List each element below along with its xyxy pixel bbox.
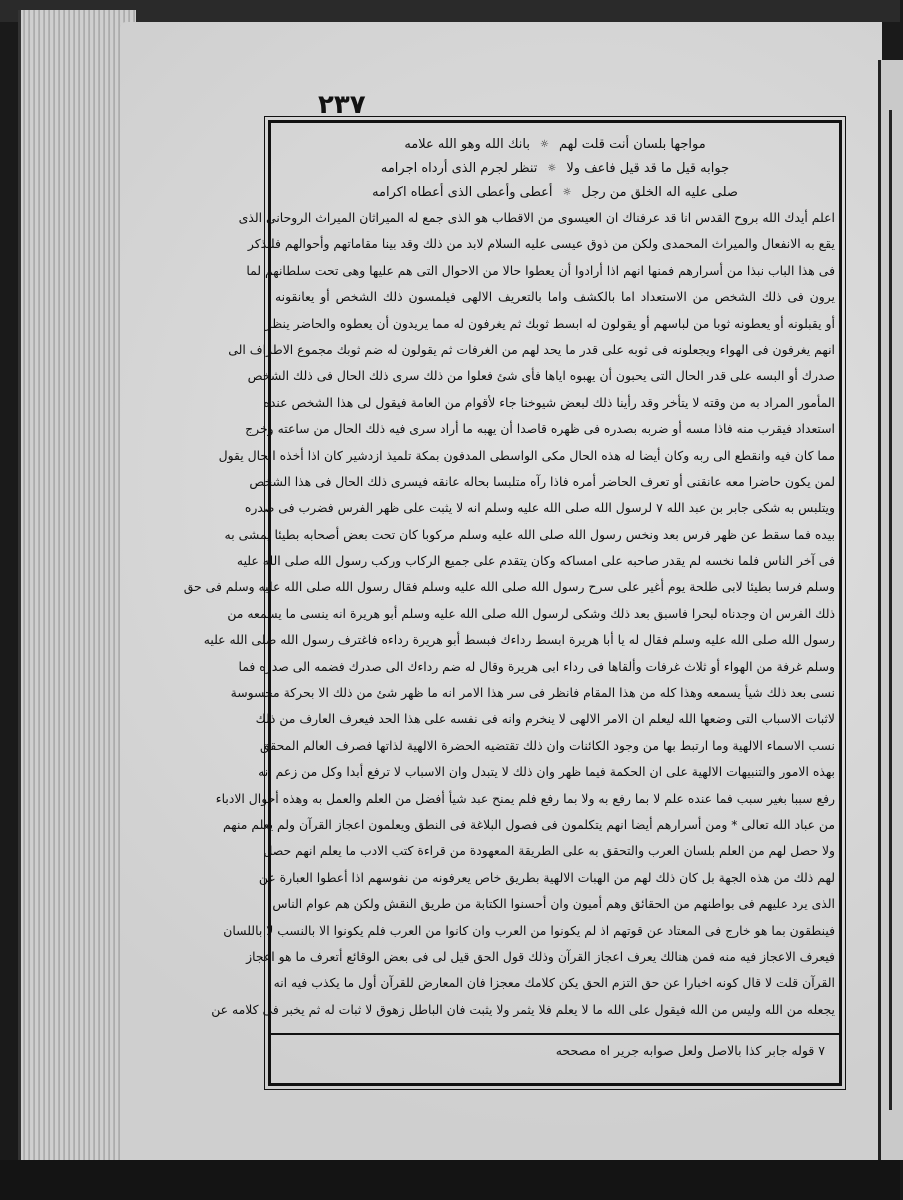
verse-hemistich-right: صلى عليه اله الخلق من رجل	[581, 185, 738, 200]
text-line: انهم يغرفون فى الهواء ويجعلونه فى ثوبه على قدر ما يحد لهم من الغرفات ثم يقولون له ضم ثوبك مجموع الاطراف الى	[228, 341, 835, 357]
page-number: ٢٣٧	[318, 90, 366, 120]
text-line: بيده فما سقط عن ظهر فرس بعد ونخس رسول الله صلى الله عليه وسلم مركوبا كان تحت بعض أصحابه بطيئا يمشى به	[224, 526, 835, 542]
text-line: فينطقون بما هو خارج فى المعتاد عن قوتهم اذ لم يكونوا من العرب وان كانوا من العرب فلم يكونوا الا بالنسب لا باللسان	[223, 922, 835, 938]
text-line: صدرك أو البسه على قدر الحال التى يحبون أن يهبوه اياها فأى شئ فعلوا من ذلك سرى ذلك الحال فى ذلك الشخص	[247, 368, 835, 384]
text-line: الذى يرد عليهم فى بواطنهم من الحقائق وهم أميون وان أحسنوا الكتابة من طريق النقش ولكن هم عوام الناس	[272, 896, 835, 912]
poem-verses	[271, 133, 839, 205]
text-line: ولا حصل لهم من العلم بلسان العرب والتحقق به على الطريقة المعهودة من قراءة كتب الادب ما يعلم انهم حصل	[263, 843, 835, 859]
text-line: مما كان فيه وانقطع الى ربه وكان أيضا له هذه الحال مكى الواسطى المدفون بمكة تلميذ ازدشير كان اذا أخذه الحال يقول	[218, 447, 835, 463]
footnote-divider	[271, 1033, 839, 1035]
text-line: استعداد فيقرب منه فاذا مسه أو ضربه بصدره فى ظهره قاصدا أن يهبه ما أراد سرى فيه ذلك الحال من ساعته وخرج	[245, 421, 835, 437]
verse-line	[271, 181, 839, 205]
text-line: المأمور المراد به من وقته لا يتأخر وقد رأينا ذلك لبعض شيوخنا جاء لأقوام من العامة فيقول لى هذا الشخص عنده	[263, 394, 835, 410]
text-line: اعلم أيدك الله بروح القدس انا قد عرفناك ان العيسوى من الاقطاب هو الذى جمع له الميراثان الميراث الروحانى الذى	[238, 210, 835, 225]
text-line: لمن يكون حاضرا معه عانقنى أو تعرف الحاضر أمره فاذا رآه متلبسا بحاله عانقه فيسرى ذلك الحال فى هذا الشخص	[249, 473, 835, 489]
book-page-stack	[18, 10, 136, 1160]
scan-bottom-edge	[0, 1160, 900, 1200]
verse-hemistich-left: تنظر لجرم الذى أرداه اجرامه	[380, 161, 538, 176]
text-line: لاثبات الاسباب التى وضعها الله ليعلم ان الامر الالهى لا ينخرم وانه فى نفسه على هذا الحد فيعرف العارف من ذلك	[255, 711, 835, 727]
text-line: وسلم فرسا بطيئا لابى طلحة يوم أغير على سرح رسول الله صلى الله عليه وسلم فقال رسول الله صلى الله عليه وسلم فى حق	[183, 579, 835, 595]
body-text	[183, 205, 835, 1023]
verse-separator: ☼	[539, 139, 549, 150]
text-line: يرون فى ذلك الشخص من الاستعداد اما بالكشف واما بالتعريف الالهى فيلمسون ذلك الشخص أو يعانقونه	[275, 289, 835, 305]
verse-hemistich-right: مواجها بلسان أنت قلت لهم	[558, 137, 706, 152]
verse-separator: ☼	[562, 187, 572, 198]
text-line: فى هذا الباب نبذا من أسرارهم فمنها انهم اذا أرادوا أن يعطوا حالا من الاحوال التى هم عليها وهى تحت سلطانهم لما	[246, 262, 835, 278]
text-line: أو يقبلونه أو يعطونه ثوبا من لباسهم أو يقولون له ابسط ثوبك ثم يغرفون له مما يريدون أن يعطوه والحاضر ينظر	[265, 315, 835, 331]
text-line: يجعله من الله وليس من الله فيقول على الله ما لا يعلم فلا يثمر ولا يثبت فان الباطل زهوق لا ثبات له ثم يخبر فى كلامه عن	[211, 1001, 835, 1017]
footnote: ٧ قوله جابر كذا بالاصل ولعل صوابه جرير اه مصححه	[555, 1043, 825, 1058]
text-line: نسى بعد ذلك شيأ يسمعه وهذا كله من هذا المقام فانظر فى سر هذا الامر انه ما ظهر شئ من ذلك الا بحركة محسوسة	[230, 685, 835, 701]
text-line: لهم ذلك من هذه الجهة بل كان ذلك لهم من الهبات الالهية بطريق خاص يعرفونه من نفوسهم اذا أعطوا العبارة عن	[258, 869, 835, 885]
text-line: من عباد الله تعالى * ومن أسرارهم أيضا انهم يتكلمون فى فصول البلاغة فى النطق ويعلمون اعجاز القرآن ولم يعلم منهم	[223, 816, 835, 832]
verse-hemistich-right: جوابه قيل ما قد قيل فاعف ولا	[566, 161, 730, 176]
verse-line	[271, 133, 839, 157]
text-line: نسب الاسماء الالهية وما ارتبط بها من وجود الكائنات وان ذلك تقتضيه الحضرة الالهية لذاتها فصرف العالم المحقق	[260, 737, 835, 753]
text-line: فيعرف الاعجاز فيه منه فمن هنالك يعرف اعجاز القرآن وذلك قول الحق قيل لى فى بعض الوقائع أتعرف ما هو اعجاز	[246, 948, 835, 964]
text-line: بهذه الامور والتنبيهات الالهية على ان الحكمة فيما ظهر وان ذلك لا يتبدل وان الاسباب لا ترفع أبدا وكل من زعم انه	[258, 764, 835, 780]
text-line: وسلم غرفة من الهواء أو ثلاث غرفات وألقاها فى رداء ابى هريرة وقال له ضم رداءك الى صدرك فضمه الى صدره فما	[238, 658, 835, 674]
text-line: ذلك الفرس ان وجدناه لبحرا فاسبق بعد ذلك وشكى لرسول الله صلى الله عليه وسلم أبو هريرة انه ينسى ما يسمعه من	[227, 605, 835, 621]
text-line: يقع به الانفعال والميراث المحمدى ولكن من ذوق عيسى عليه السلام لابد من ذلك وقد بينا مقاماتهم وأحوالهم فلنذكر	[247, 236, 835, 252]
verse-separator: ☼	[547, 163, 557, 174]
verse-line	[271, 157, 839, 181]
text-line: فى آخر الناس فلما نخسه لم يقدر صاحبه على امساكه وكان يتقدم على جميع الركاب وركب رسول الله صلى الله عليه	[236, 553, 835, 569]
text-line: ويتلبس به شكى جابر بن عبد الله ٧ لرسول الله صلى الله عليه وسلم انه لا يثبت على ظهر الفرس فضرب فى صدره	[244, 500, 835, 516]
text-frame	[183, 120, 842, 1086]
text-line: القرآن قلت لا قال كونه اخبارا عن حق التزم الحق يكن كلامك معجزا فان المعارض للقرآن أول ما يكذب فيه انه	[273, 975, 835, 991]
verse-hemistich-left: بانك الله وهو الله علامه	[404, 137, 530, 152]
text-line: رفع سببا بغير سبب فما عنده علم لا بما رفع به ولا بما رفع فلم يمنح عبد شيأ أفضل من العلم والعمل به وهذه أحوال الادباء	[215, 790, 835, 806]
text-line: رسول الله صلى الله عليه وسلم فقال له يا أبا هريرة ابسط رداءك فبسط أبو هريرة رداءه فاغترف رسول الله صلى الله عليه	[203, 632, 835, 648]
verse-hemistich-left: أعطى وأعطى الذى أعطاه اكرامه	[372, 185, 553, 200]
facing-page-rule	[889, 110, 892, 1110]
facing-page-edge	[878, 60, 903, 1160]
